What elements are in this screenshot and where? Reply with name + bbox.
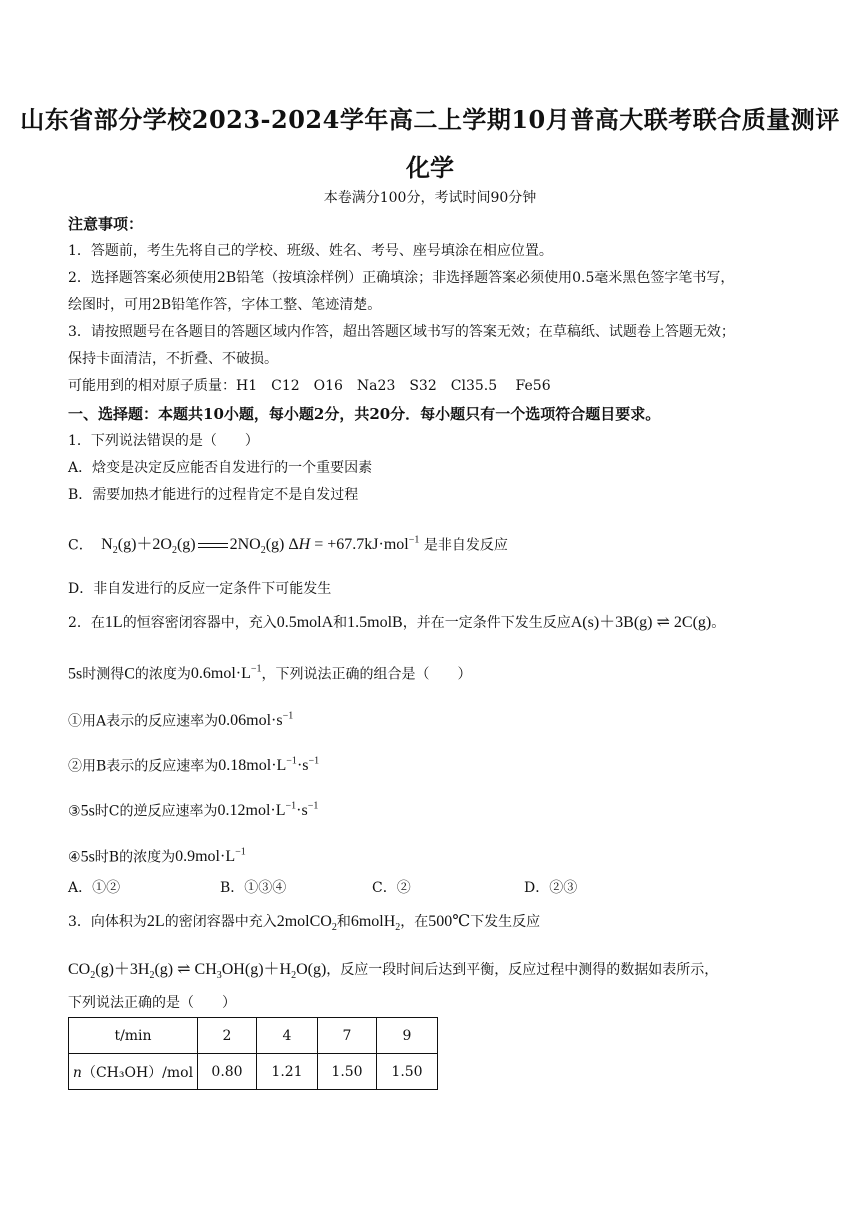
q1-option-b: B．需要加热才能进行的过程肯定不是自发过程	[68, 487, 359, 503]
q2-stem-line1: 2．在1L的恒容密闭容器中，充入0.5molA和1.5molB，并在一定条件下发生反应A(s)＋3B(g) ⇌ 2C(g)。	[68, 614, 726, 631]
q2-statement: ②用B表示的反应速率为$0.18mol\cdot L^{-1}\cdot s^{-1}$	[68, 756, 320, 775]
q1-option-c: C． $N_2(g)+2O_2(g)$ $2NO_2(g) \Delta H = +67.7kJ\cdot mol^{-1}$ 是非自发反应	[68, 535, 508, 557]
table-cell: 1.21	[257, 1054, 318, 1090]
section-heading: 一、选择题：本题共10小题，每小题2分，共20分．每小题只有一个选项符合题目要求。	[68, 405, 661, 423]
table-cell: 9	[377, 1018, 438, 1054]
notice-item: 3．请按照题号在各题目的答题区域内作答，超出答题区域书写的答案无效；在草稿纸、试题卷上答题无效；	[68, 324, 735, 340]
table-cell: 1.50	[377, 1054, 438, 1090]
table-cell: 7	[318, 1018, 377, 1054]
table-header-cell: n（CH₃OH）/mol	[69, 1054, 198, 1090]
q3-stem-line1: 3．向体积为2L的密闭容器中充入2molCO$_2$和6molH$_2$，在500℃下发生反应	[68, 913, 541, 934]
notice-item: 绘图时，可用2B铅笔作答，字体工整、笔迹清楚。	[68, 297, 382, 313]
q2-statement: ③5s时C的逆反应速率为$0.12mol\cdot L^{-1}\cdot s^{-1}$	[68, 801, 319, 820]
q1-option-a: A．焓变是决定反应能否自发进行的一个重要因素	[68, 460, 373, 476]
q2-statement: ①用A表示的反应速率为$0.06mol\cdot s^{-1}$	[68, 711, 294, 730]
exam-subject: 化学	[406, 153, 454, 182]
exam-title: 山东省部分学校2023-2024学年高二上学期10月普高大联考联合质量测评	[20, 105, 840, 134]
q2-option-d: D．②③	[524, 880, 578, 896]
q2-option-a: A．①②	[68, 880, 121, 896]
q1-stem: 1．下列说法错误的是（ ）	[68, 433, 259, 449]
q1-equation: $N_2(g)+2O_2(g)$ $2NO_2(g) \Delta H = +67.7kJ\cdot mol^{-1}$	[97, 535, 420, 557]
q2-statement: ④5s时B的浓度为$0.9mol\cdot L^{-1}$	[68, 847, 246, 866]
q1-option-d: D．非自发进行的反应一定条件下可能发生	[68, 581, 332, 597]
q3-data-table	[68, 1017, 438, 1090]
notice-item: 2．选择题答案必须使用2B铅笔（按填涂样例）正确填涂；非选择题答案必须使用0.5毫米黑色签字笔书写，	[68, 270, 735, 286]
table-cell: 0.80	[198, 1054, 257, 1090]
table-cell: 2	[198, 1018, 257, 1054]
q2-stem-line2: 5s时测得C的浓度为$0.6mol\cdot L^{-1}$，下列说法正确的组合是（ ）	[68, 664, 472, 683]
table-cell: 1.50	[318, 1054, 377, 1090]
q2-option-c: C．②	[372, 880, 411, 896]
notice-item: 保持卡面清洁，不折叠、不破损。	[68, 351, 278, 367]
table-row	[69, 1054, 438, 1090]
q3-stem-line3: 下列说法正确的是（ ）	[68, 995, 236, 1011]
table-cell: 4	[257, 1018, 318, 1054]
notice-item: 1．答题前，考生先将自己的学校、班级、姓名、考号、座号填涂在相应位置。	[68, 243, 553, 259]
table-header-cell: t/min	[69, 1018, 198, 1054]
exam-meta: 本卷满分100分，考试时间90分钟	[323, 190, 537, 206]
atomic-masses: 可能用到的相对原子质量：H1 C12 O16 Na23 S32 Cl35.5 Fe56	[68, 378, 551, 394]
notice-heading: 注意事项：	[68, 215, 144, 233]
q3-stem-line2: $CO_2(g)+3H_2(g)$ ⇌ $CH_3OH(g)+H_2O(g)$，反应一段时间后达到平衡，反应过程中测得的数据如表所示，	[68, 961, 719, 982]
q2-option-b: B．①③④	[220, 880, 287, 896]
table-row	[69, 1018, 438, 1054]
